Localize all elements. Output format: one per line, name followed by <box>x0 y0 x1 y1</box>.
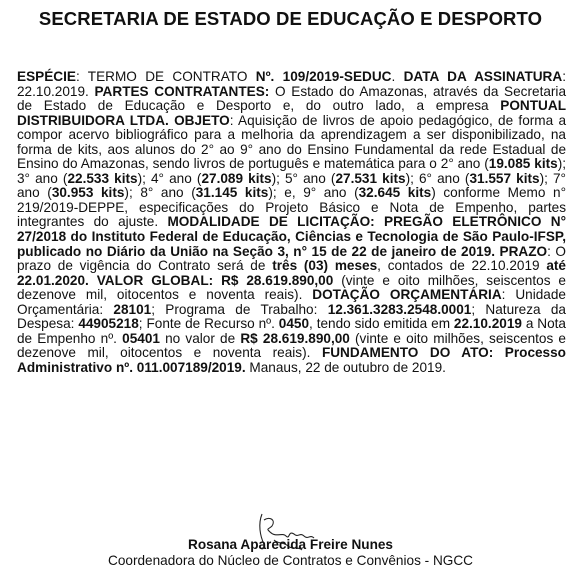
page-title: SECRETARIA DE ESTADO DE EDUCAÇÃO E DESPORTO <box>38 8 543 29</box>
empenho-value: R$ 28.619.890,00 <box>240 330 350 346</box>
company-name: PONTUAL DISTRIBUIDORA LTDA. <box>17 98 566 128</box>
kits-2-ano: 19.085 kits <box>488 156 558 172</box>
text-6-ano: ); 6° ano ( <box>405 170 470 186</box>
fonte-recurso: 0450 <box>278 316 310 332</box>
label-dotacao: DOTAÇÃO ORÇAMENTÁRIA <box>312 287 502 303</box>
text-objeto: : Aquisição de livros de apoio pedagógico, de forma a compor acervo bibliográfico para a melhoria da aprendizagem a ser disponibilizado, na forma de kits, aos alunos do 2° ao 9° ano do Ensino Fundamental da rede Estadual de Ensino do Amazonas, sendo livros de português e matemática para o 2° ano ( <box>17 112 567 172</box>
text-emitida: , tendo sido emitida em <box>309 316 454 332</box>
text-no-valor: no valor de <box>159 330 241 346</box>
label-fundamento: FUNDAMENTO DO ATO: Processo Administrativo nº. 011.007189/2019. <box>17 345 566 375</box>
empenho-date: 22.10.2019 <box>453 316 522 332</box>
natureza-despesa: 44905218 <box>78 316 139 332</box>
text-valor-extenso: (vinte e oito milhões, seiscentos e dezenove mil, oitocentos e noventa reais). <box>17 272 566 303</box>
text-nota-empenho: a Nota de Empenho nº. <box>17 316 566 346</box>
kits-3-ano: 22.533 kits <box>67 170 138 186</box>
label-modalidade-prazo: MODALIDADE DE LICITAÇÃO: PREGÃO ELETRÔNICO N° 27/2018 do Instituto Federal de Educação, Ciências e Tecnologia de São Paulo-IFSP, publicado no Diário da União na Seção 3, n° 15 de 22 de janeiro de 2019. PRAZO <box>17 214 567 259</box>
text-4-ano: ); 4° ano ( <box>137 170 202 186</box>
text-7-ano: ); 7° ano ( <box>17 170 566 201</box>
signer-role: Coordenadora do Núcleo de Contratos e Convênios - NGCC <box>108 553 473 568</box>
label-partes: PARTES CONTRATANTES: <box>94 83 270 99</box>
kits-5-ano: 27.531 kits <box>335 170 406 186</box>
text-separator: . <box>391 69 404 84</box>
text-local-data: Manaus, 22 de outubro de 2019. <box>245 359 446 375</box>
text-9-ano: ); e, 9° ano ( <box>268 185 359 201</box>
valor-global: até 22.01.2020. VALOR GLOBAL: R$ 28.619.890,00 <box>17 258 566 288</box>
kits-4-ano: 27.089 kits <box>201 170 272 186</box>
text-unidade: : Unidade Orçamentária: <box>17 287 566 317</box>
text-especie: : TERMO DE CONTRATO <box>75 69 256 84</box>
text-fonte: ; Fonte de Recurso nº. <box>138 316 279 332</box>
text-natureza: ; Natureza da Despesa: <box>17 301 566 332</box>
text-empenho-extenso: (vinte e oito milhões, seiscentos e dezenove mil, oitocentos e noventa reais). <box>17 330 566 361</box>
contract-extract-text <box>17 70 566 375</box>
unidade-orcamentaria: 28101 <box>113 301 152 317</box>
signature-date: : 22.10.2019. <box>17 69 566 99</box>
text-memo: ) conforme Memo n° 219/2019-DEPPE, especificações do Projeto Básico e Nota de Empenho, partes integrantes do ajuste. <box>17 185 567 230</box>
label-objeto: OBJETO <box>174 112 230 128</box>
prazo-meses: três (03) meses <box>272 258 378 274</box>
text-5-ano: ); 5° ano ( <box>271 170 336 186</box>
nota-empenho-number: 05401 <box>122 330 160 346</box>
text-partes: O Estado do Amazonas, através da Secretaria de Estado de Educação e Desporto e, do outro lado, a empresa <box>17 83 567 114</box>
text-8-ano: ); 8° ano ( <box>124 185 196 201</box>
programa-trabalho: 12.361.3283.2548.0001 <box>327 301 472 317</box>
kits-6-ano: 31.557 kits <box>469 170 540 186</box>
text-prazo: : O prazo de vigência do Contrato será de <box>17 243 566 274</box>
kits-8-ano: 31.145 kits <box>195 185 269 201</box>
label-data-assinatura: DATA DA ASSINATURA <box>403 69 563 84</box>
text-contados: , contados de 22.10.2019 <box>377 258 547 274</box>
kits-7-ano: 30.953 kits <box>51 185 125 201</box>
text-3-ano: ); 3° ano ( <box>17 156 566 186</box>
signer-name: Rosana Aparecida Freire Nunes <box>188 537 393 552</box>
text-programa: ; Programa de Trabalho: <box>151 301 328 317</box>
contract-number: Nº. 109/2019-SEDUC <box>255 69 392 84</box>
label-especie: ESPÉCIE <box>17 69 76 84</box>
kits-9-ano: 32.645 kits <box>358 185 432 201</box>
